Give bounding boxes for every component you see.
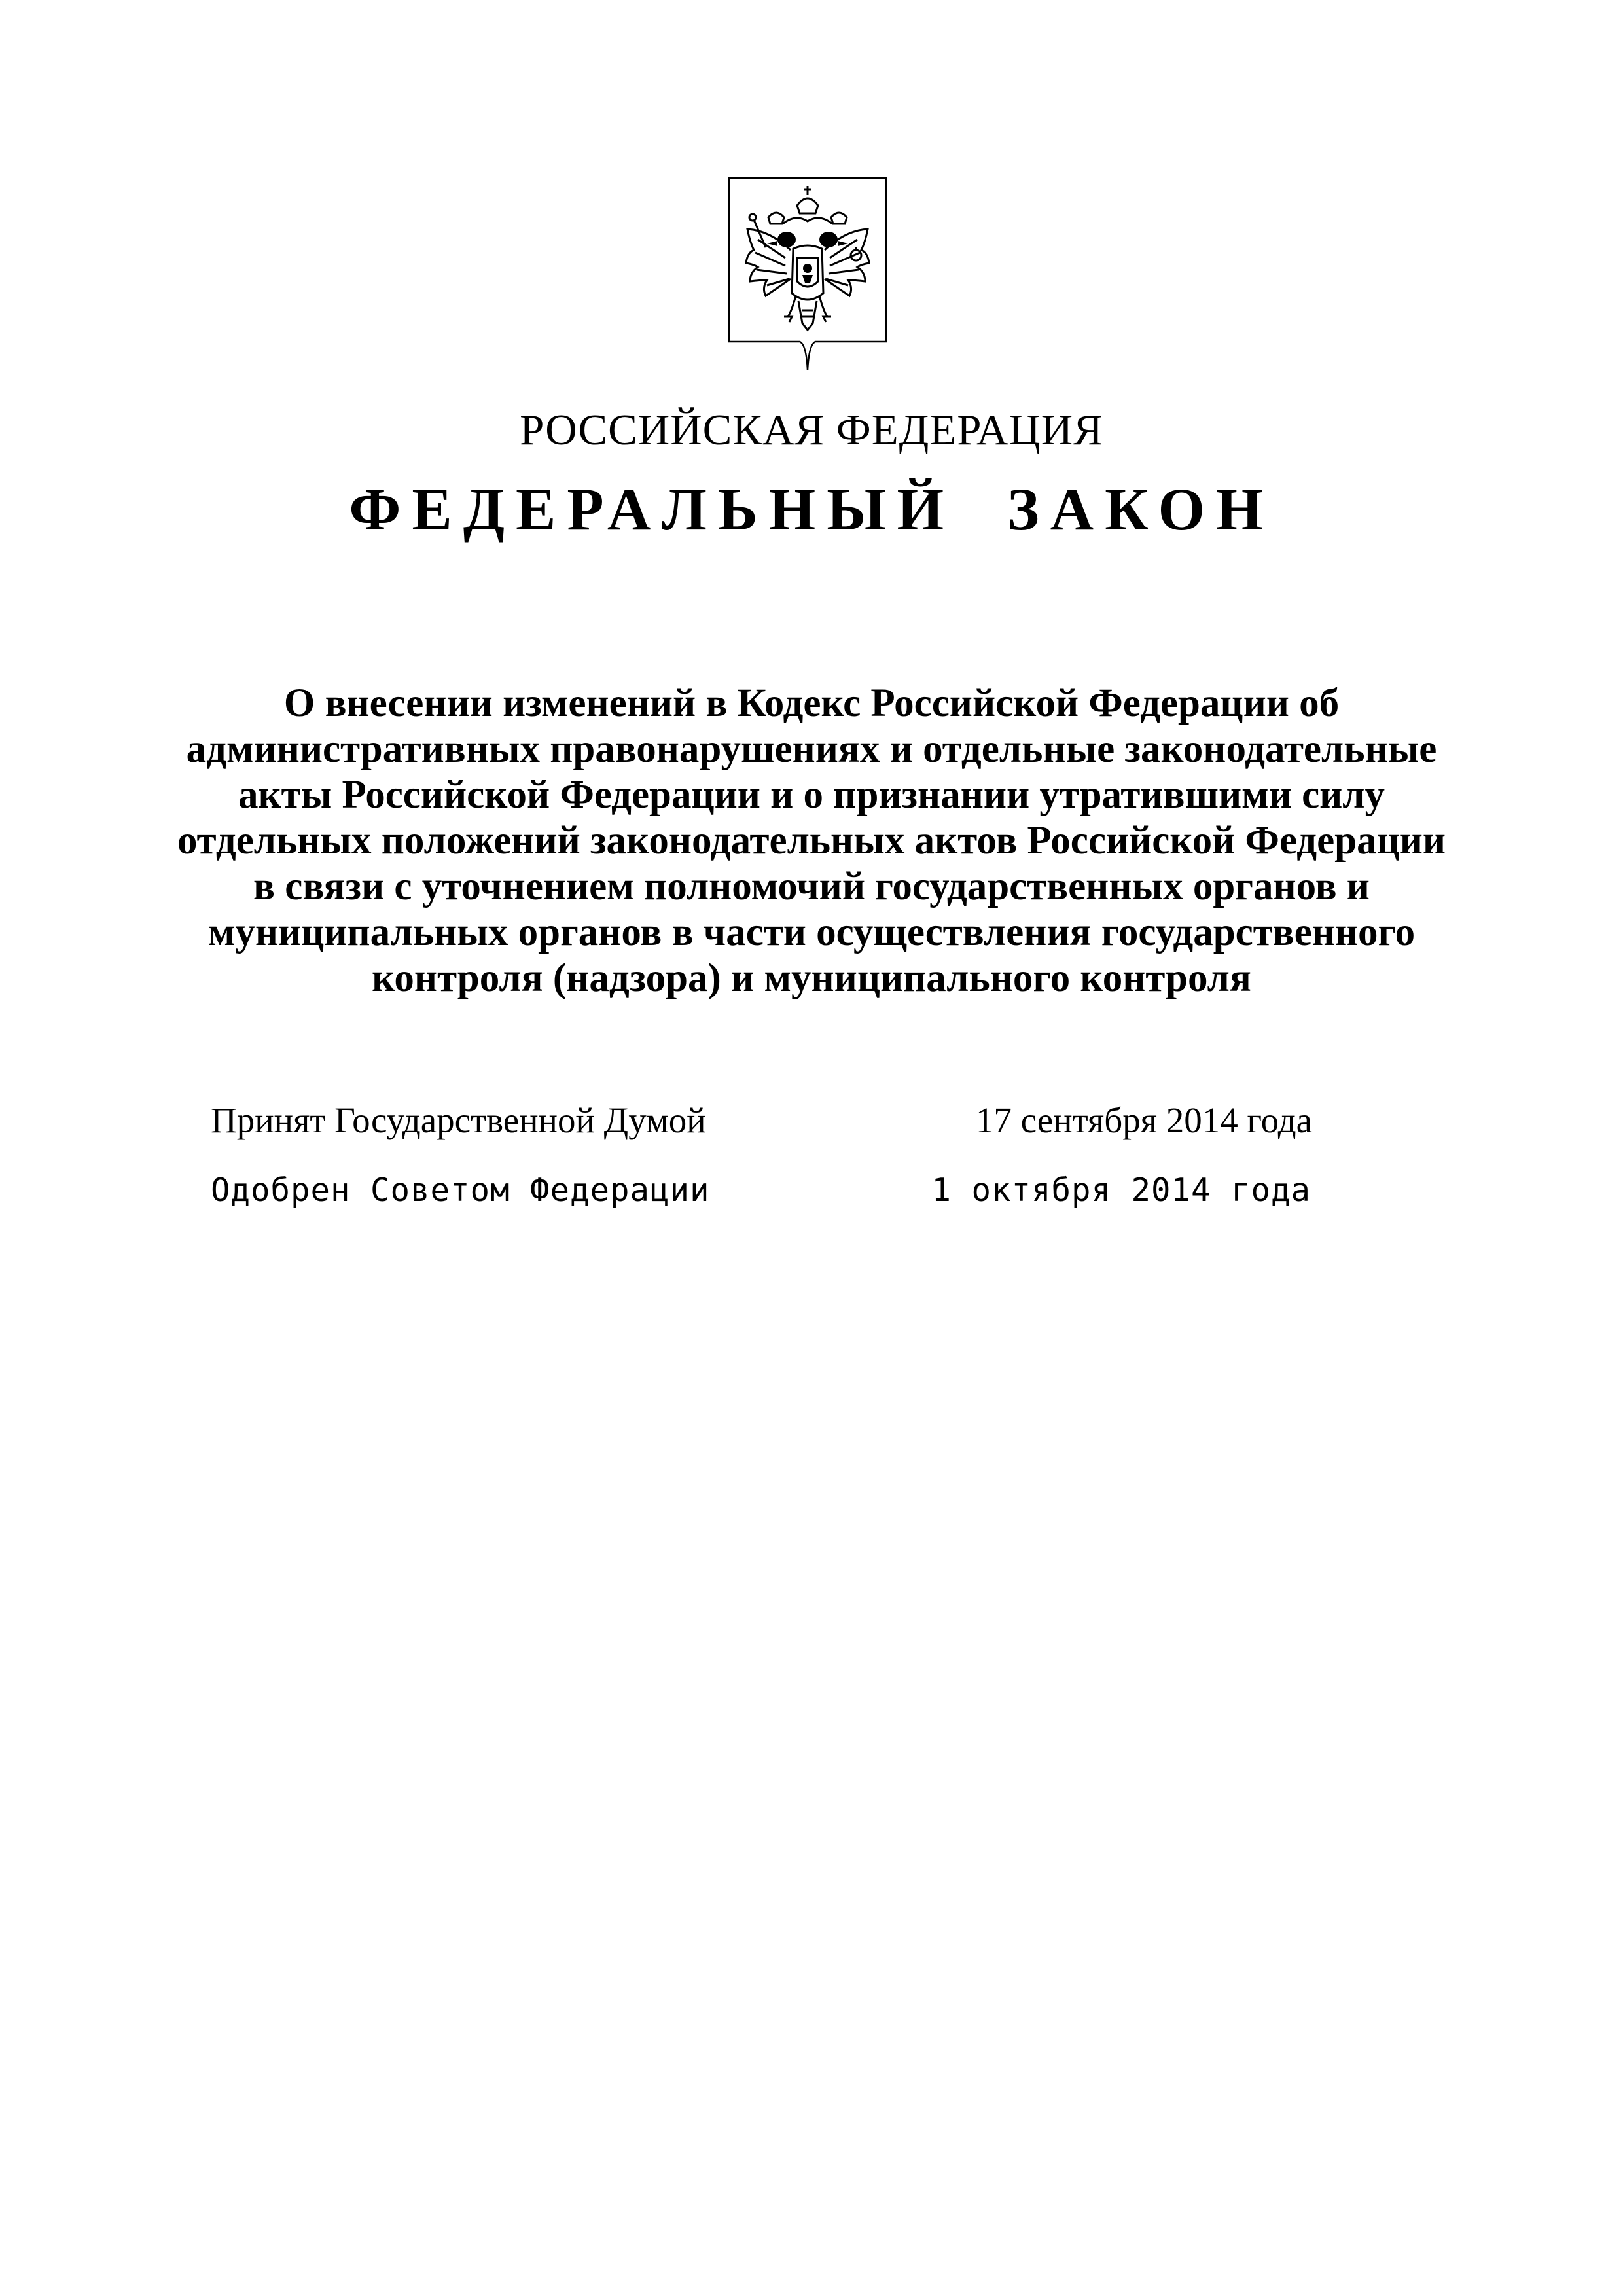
law-type-heading: ФЕДЕРАЛЬНЫЙ ЗАКОН <box>349 476 1274 543</box>
law-title <box>157 681 1466 1001</box>
adoption-council-row <box>211 1172 1323 1224</box>
law-title-line: в связи с уточнением полномочий государственных органов и <box>253 865 1370 908</box>
law-title-line: административных правонарушениях и отдельные законодательные <box>186 727 1437 771</box>
country-name: РОССИЙСКАЯ ФЕДЕРАЦИЯ <box>520 406 1103 454</box>
law-title-line: муниципальных органов в части осуществления государственного <box>207 910 1416 954</box>
coat-of-arms-icon <box>728 177 887 372</box>
law-title-line: О внесении изменений в Кодекс Российской Федерации об <box>283 681 1340 725</box>
adoption-council-label: Одобрен Советом Федерации <box>211 1172 710 1209</box>
adoption-duma-row <box>211 1100 1323 1152</box>
adoption-council-date: 1 октября 2014 года <box>931 1172 1311 1209</box>
law-title-line: акты Российской Федерации и о признании утратившими силу <box>238 773 1385 817</box>
law-title-line: контроля (надзора) и муниципального контроля <box>372 956 1251 1000</box>
adoption-duma-date: 17 сентября 2014 года <box>975 1100 1312 1140</box>
law-title-line: отдельных положений законодательных актов Российской Федерации <box>177 819 1446 863</box>
adoption-duma-label: Принят Государственной Думой <box>211 1100 706 1140</box>
